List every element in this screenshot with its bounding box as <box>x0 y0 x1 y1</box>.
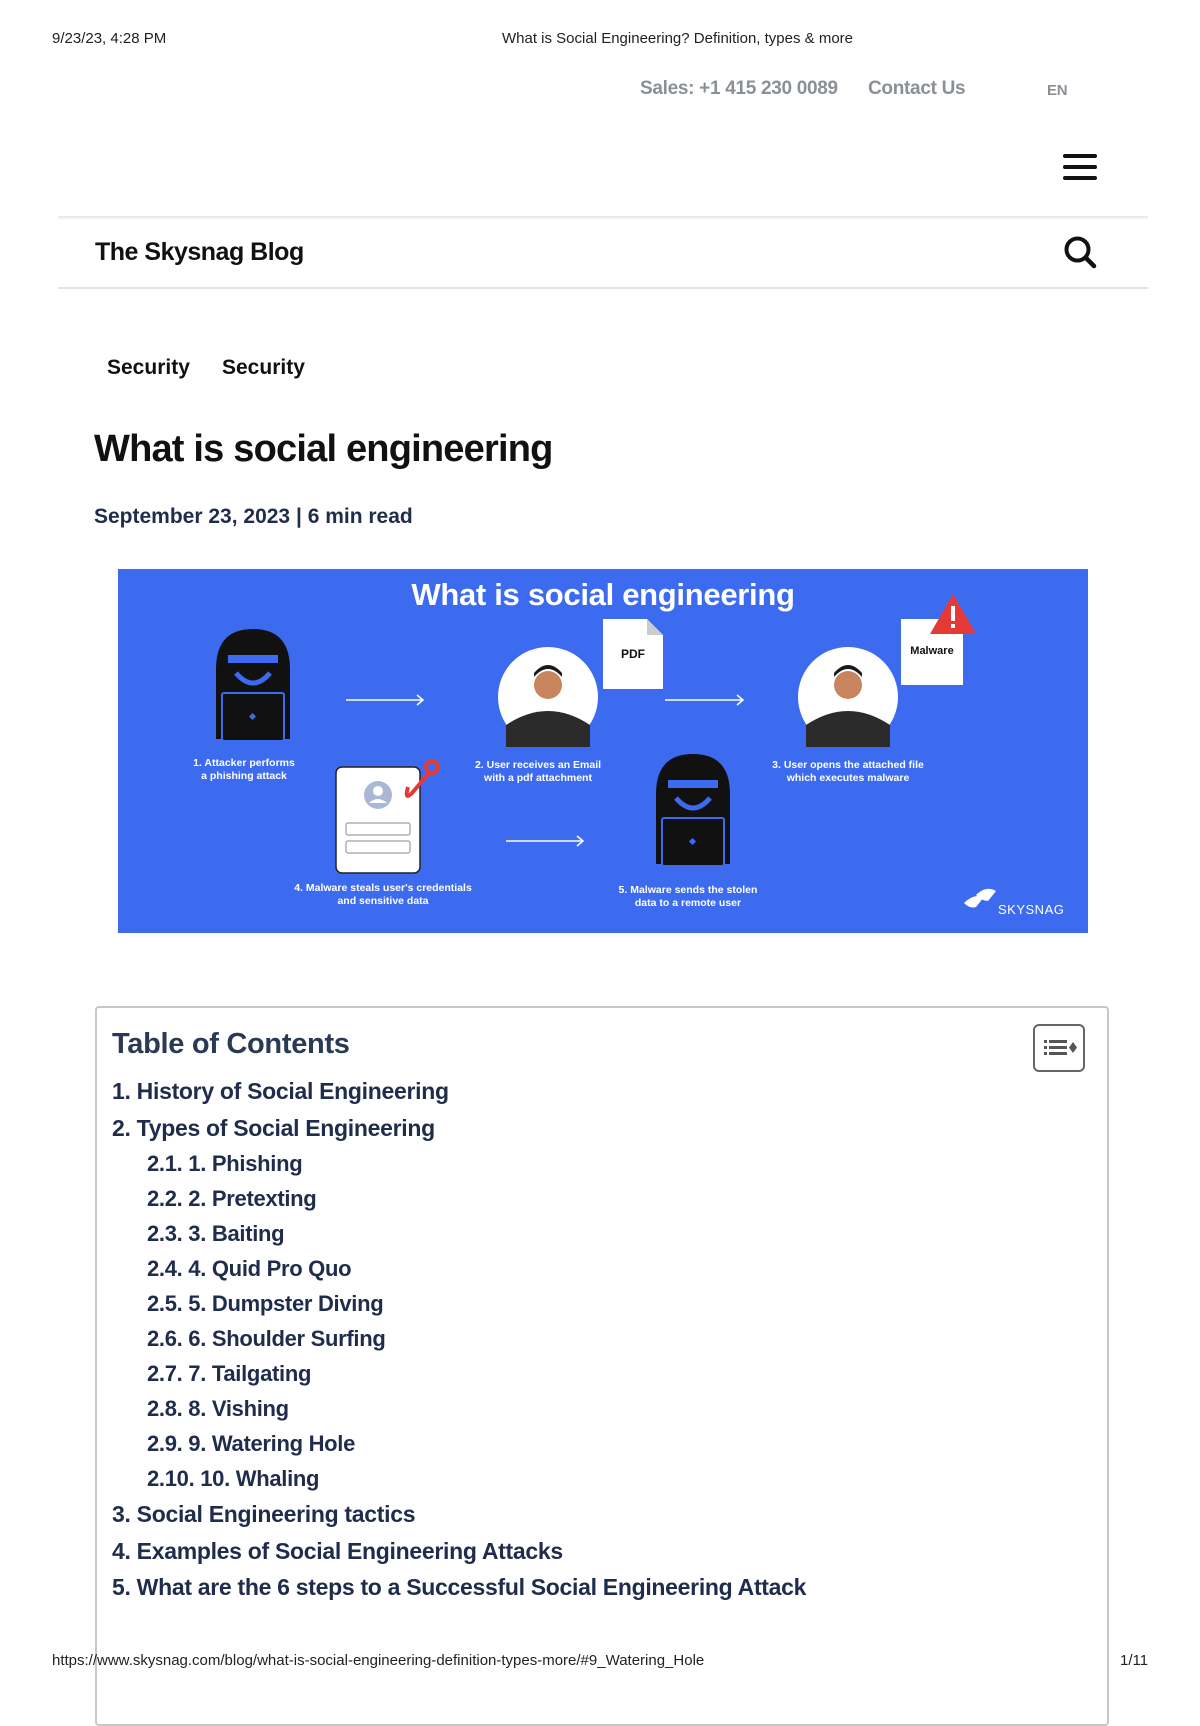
toc-link[interactable]: 2.9. 9. Watering Hole <box>147 1431 356 1456</box>
hamburger-menu-icon[interactable] <box>1063 154 1097 180</box>
skysnag-logo-icon <box>964 889 996 908</box>
login-card-icon <box>336 767 420 873</box>
toc-link[interactable]: 2.5. 5. Dumpster Diving <box>147 1291 384 1316</box>
toc-link[interactable]: 2.6. 6. Shoulder Surfing <box>147 1326 386 1351</box>
toc-link[interactable]: 2.1. 1. Phishing <box>147 1151 303 1176</box>
read-time: 6 min read <box>307 505 413 528</box>
warning-icon <box>930 594 976 634</box>
user-avatar-icon <box>798 647 898 747</box>
step-caption: 4. Malware steals user's credentials and sensitive data <box>294 882 472 907</box>
print-page-number: 1/11 <box>1120 1652 1149 1669</box>
arrow-icon <box>346 695 423 705</box>
toc-link[interactable]: 2.7. 7. Tailgating <box>147 1361 312 1386</box>
hero-image <box>118 569 1088 933</box>
table-of-contents <box>95 1006 1109 1726</box>
print-datetime: 9/23/23, 4:28 PM <box>52 30 167 47</box>
toc-link[interactable]: 4. Examples of Social Engineering Attacks <box>112 1537 563 1564</box>
language-selector[interactable]: EN <box>1047 82 1068 99</box>
toc-link[interactable]: 2.3. 3. Baiting <box>147 1221 285 1246</box>
meta-separator: | <box>295 505 302 528</box>
user-avatar-icon <box>498 647 598 747</box>
hero-illustration <box>118 569 1088 933</box>
category-tag[interactable]: Security <box>107 356 190 379</box>
article-meta <box>94 505 413 529</box>
toc-link[interactable]: 2.2. 2. Pretexting <box>147 1186 317 1211</box>
brand-name: SKYSNAG <box>998 902 1065 917</box>
toc-title: Table of Contents <box>112 1028 350 1060</box>
toc-link[interactable]: 2.10. 10. Whaling <box>147 1466 320 1491</box>
toc-link[interactable]: 2.4. 4. Quid Pro Quo <box>147 1256 352 1281</box>
malware-label: Malware <box>910 645 954 657</box>
step-caption: 5. Malware sends the stolen data to a remote user <box>618 884 758 909</box>
blog-bar-divider <box>58 287 1148 289</box>
search-icon[interactable] <box>1063 235 1097 269</box>
list-toggle-icon[interactable] <box>1033 1024 1085 1072</box>
hacker-icon <box>656 754 730 866</box>
step-caption: 1. Attacker performs a phishing attack <box>193 757 295 782</box>
article-title: What is social engineering <box>94 428 553 470</box>
toc-link[interactable]: 5. What are the 6 steps to a Successful Social Engineering Attack <box>112 1574 807 1600</box>
toc-link[interactable]: 2.8. 8. Vishing <box>147 1396 289 1421</box>
publish-date: September 23, 2023 <box>94 505 291 528</box>
step-caption: 3. User opens the attached file which executes malware <box>772 759 924 784</box>
arrow-icon <box>506 836 583 846</box>
arrow-icon <box>665 695 743 705</box>
sales-phone-link[interactable]: Sales: +1 415 230 0089 <box>640 78 838 99</box>
print-url: https://www.skysnag.com/blog/what-is-social-engineering-definition-types-more/#9_Watering_Hole <box>52 1652 705 1669</box>
toc-link[interactable]: 3. Social Engineering tactics <box>112 1501 416 1527</box>
category-tag[interactable]: Security <box>222 356 305 379</box>
toc-link[interactable]: 1. History of Social Engineering <box>112 1078 449 1104</box>
contact-us-link[interactable]: Contact Us <box>868 78 966 99</box>
blog-name[interactable]: The Skysnag Blog <box>95 238 304 266</box>
pdf-label: PDF <box>621 647 645 661</box>
step-caption: 2. User receives an Email with a pdf attachment <box>474 759 602 784</box>
print-page-title: What is Social Engineering? Definition, types & more <box>502 30 854 47</box>
toc-link[interactable]: 2. Types of Social Engineering <box>112 1114 435 1141</box>
toc-list <box>112 1078 806 1611</box>
hero-title: What is social engineering <box>411 577 795 612</box>
header-divider <box>58 216 1148 219</box>
hacker-icon <box>216 629 290 741</box>
